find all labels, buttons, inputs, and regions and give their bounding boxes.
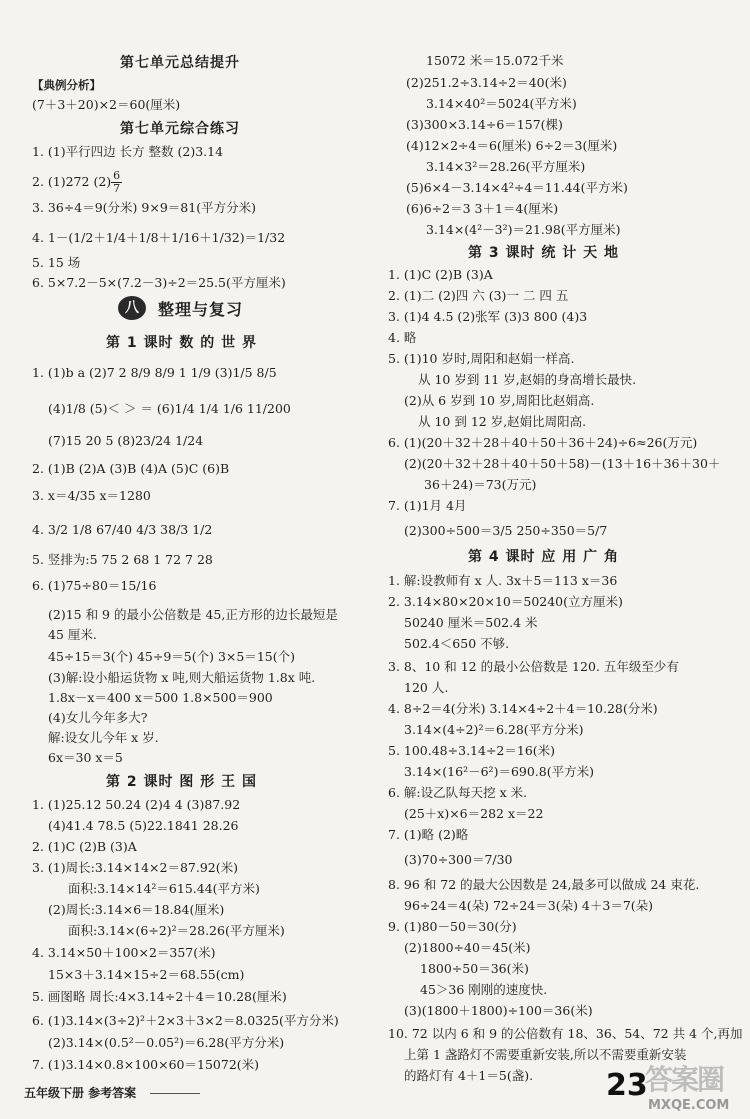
answer-line: 3.14×(4²－3²)＝21.98(平方厘米) [426, 222, 621, 237]
answer-line: 从 10 到 12 岁,赵娟比周阳高. [418, 414, 587, 429]
answer-line: 3. 36÷4＝9(分米) 9×9＝81(平方分米) [32, 200, 256, 215]
answer-line: 4. 3/2 1/8 67/40 4/3 38/3 1/2 [32, 522, 213, 537]
answer-line: 4. 8÷2＝4(分米) 3.14×4÷2＋4＝10.28(分米) [388, 701, 658, 716]
answer-line: (3)70÷300＝7/30 [404, 852, 513, 867]
answer-line: 5. (1)10 岁时,周阳和赵娟一样高. [388, 351, 575, 366]
answer-line: (2)(20＋32＋28＋40＋50＋58)－(13＋16＋36＋30＋ [404, 456, 721, 471]
answer-line: (5)6×4－3.14×4²÷4＝11.44(平方米) [406, 180, 628, 195]
answer-line: 3. (1)4 4.5 (2)张军 (3)3 800 (4)3 [388, 309, 588, 324]
answer-line: (3)解:设小船运货物 x 吨,则大船运货物 1.8x 吨. [48, 670, 316, 685]
answer-line: (2)251.2÷3.14÷2＝40(米) [406, 75, 567, 90]
answer-line: 3.14×40²＝5024(平方米) [426, 96, 577, 111]
answer-line: 7. (1)略 (2)略 [388, 827, 469, 842]
answer-line: 36＋24)＝73(万元) [424, 477, 537, 492]
answer-line: 7. (1)3.14×0.8×100×60＝15072(米) [32, 1057, 260, 1072]
answer-line: 6x＝30 x＝5 [48, 750, 123, 765]
answer-line: 6. (1)(20＋32＋28＋40＋50＋36＋24)÷6≈26(万元) [388, 435, 698, 450]
answer-line: 45 厘米. [48, 627, 97, 642]
answer-line: 1. (1)25.12 50.24 (2)4 4 (3)87.92 [32, 797, 241, 812]
answer-line: (2)1800÷40＝45(米) [404, 940, 531, 955]
example-label: 【典例分析】 [32, 78, 101, 92]
answer-line: 面积:3.14×(6÷2)²＝28.26(平方厘米) [68, 923, 285, 938]
answer-line: (4)12×2÷4＝6(厘米) 6÷2＝3(厘米) [406, 138, 618, 153]
footer-divider [150, 1093, 200, 1094]
answer-line: (3)(1800＋1800)÷100＝36(米) [404, 1003, 593, 1018]
unit7-summary-heading: 第七单元总结提升 [120, 55, 240, 71]
answer-line: 5. 画图略 周长:4×3.14÷2＋4＝10.28(厘米) [32, 989, 287, 1004]
answer-line: 上第 1 盏路灯不需要重新安装,所以不需要重新安装 [404, 1047, 687, 1062]
answer-line: 2. (1)B (2)A (3)B (4)A (5)C (6)B [32, 461, 230, 476]
answer-line: (2)周长:3.14×6＝18.84(厘米) [48, 902, 225, 917]
answer-line: 15072 米＝15.072千米 [426, 53, 564, 68]
answer-line: 3.14×3²＝28.26(平方厘米) [426, 159, 586, 174]
answer-line: 5. 100.48÷3.14÷2＝16(米) [388, 743, 556, 758]
answer-line: (6)6÷2＝3 3＋1＝4(厘米) [406, 201, 559, 216]
answer-line: 3. 8、10 和 12 的最小公倍数是 120. 五年级至少有 [388, 659, 679, 674]
answer-line: 4. 3.14×50＋100×2＝357(米) [32, 945, 216, 960]
answer-line: (2)15 和 9 的最小公倍数是 45,正方形的边长最短是 [48, 607, 338, 622]
example-line: (7＋3＋20)×2＝60(厘米) [32, 97, 181, 112]
answer-line: 120 人. [404, 680, 449, 695]
answer-line: 5. 15 场 [32, 255, 81, 270]
answer-line: 8. 96 和 72 的最大公因数是 24,最多可以做成 24 束花. [388, 877, 700, 892]
answer-line: 9. (1)80－50＝30(分) [388, 919, 517, 934]
answer-line: 45÷15＝3(个) 45÷9＝5(个) 3×5＝15(个) [48, 649, 296, 664]
answer-line: 3. (1)周长:3.14×14×2＝87.92(米) [32, 860, 238, 875]
answer-line: 5. 竖排为:5 75 2 68 1 72 7 28 [32, 552, 213, 567]
answer-line: (4)女儿今年多大? [48, 710, 148, 725]
answer-line: 7. (1)1月 4月 [388, 498, 467, 513]
answer-line: (3)300×3.14÷6＝157(棵) [406, 117, 563, 132]
answer-line: 1. (1)C (2)B (3)A [388, 267, 493, 282]
answer-line: 的路灯有 4＋1＝5(盏). [404, 1068, 534, 1083]
answer-line: 96÷24＝4(朵) 72÷24＝3(朵) 4＋3＝7(朵) [404, 898, 654, 913]
answer-line: 3.14×(4÷2)²＝6.28(平方分米) [404, 722, 584, 737]
answer-line: 2. 3.14×80×20×10＝50240(立方厘米) [388, 594, 623, 609]
lesson1-heading: 第 1 课时 数 的 世 界 [106, 335, 257, 351]
answer-line: 4. 略 [388, 330, 417, 345]
answer-line: 3.14×(16²－6²)＝690.8(平方米) [404, 764, 594, 779]
answer-line: 15×3＋3.14×15÷2＝68.55(cm) [48, 967, 245, 982]
answer-line: (2)3.14×(0.5²－0.05²)＝6.28(平方分米) [48, 1035, 285, 1050]
answer-text: 2. (1)272 (2) [32, 174, 112, 189]
watermark-logo: 答案圈 [645, 1063, 724, 1096]
answer-line: (2)300÷500＝3/5 250÷350＝5/7 [404, 523, 608, 538]
answer-line: 6. (1)3.14×(3÷2)²＋2×3＋3×2＝8.0325(平方分米) [32, 1013, 339, 1028]
answer-line: 2. (1)C (2)B (3)A [32, 839, 137, 854]
answer-line: 4. 1－(1/2＋1/4＋1/8＋1/16＋1/32)＝1/32 [32, 230, 286, 245]
answer-line: (7)15 20 5 (8)23/24 1/24 [48, 433, 204, 448]
answer-line: 45＞36 刚刚的速度快. [420, 982, 548, 997]
answer-line [32, 170, 122, 195]
unit7-practice-heading: 第七单元综合练习 [120, 121, 240, 137]
answer-line: 6. (1)75÷80＝15/16 [32, 578, 157, 593]
answer-line: (2)从 6 岁到 10 岁,周阳比赵娟高. [404, 393, 595, 408]
answer-line: 1800÷50＝36(米) [420, 961, 529, 976]
page-number: 23 [606, 1068, 648, 1103]
answer-line: 解:设女儿今年 x 岁. [48, 730, 159, 745]
answer-line: (4)1/8 (5)＜ ＞ ＝ (6)1/4 1/4 1/6 11/200 [48, 401, 291, 416]
answer-line: 1.8x－x＝400 x＝500 1.8×500＝900 [48, 690, 273, 705]
unit8-title: 整理与复习 [158, 300, 244, 319]
fraction: $\frac{6}{7}$ [113, 169, 121, 195]
answer-line: (4)41.4 78.5 (5)22.1841 28.26 [48, 818, 239, 833]
answer-line: 50240 厘米＝502.4 米 [404, 615, 538, 630]
answer-line: 1. 解:设教师有 x 人. 3x＋5＝113 x＝36 [388, 573, 618, 588]
answer-line: 502.4＜650 不够. [404, 636, 510, 651]
answer-line: 1. (1)b a (2)7 2 8/9 8/9 1 1/9 (3)1/5 8/5 [32, 365, 277, 380]
answer-line: 从 10 岁到 11 岁,赵娟的身高增长最快. [418, 372, 637, 387]
lesson3-heading: 第 3 课时 统 计 天 地 [468, 245, 619, 261]
watermark-url: MXQE.COM [648, 1098, 730, 1113]
answer-line: 6. 解:设乙队每天挖 x 米. [388, 785, 528, 800]
lesson2-heading: 第 2 课时 图 形 王 国 [106, 774, 257, 790]
answer-line: 10. 72 以内 6 和 9 的公倍数有 18、36、54、72 共 4 个,再加 [388, 1026, 743, 1041]
lesson4-heading: 第 4 课时 应 用 广 角 [468, 549, 619, 565]
answer-line: 1. (1)平行四边 长方 整数 (2)3.14 [32, 144, 224, 159]
answer-line: 3. x＝4/35 x＝1280 [32, 488, 151, 503]
answer-line: 面积:3.14×14²＝615.44(平方米) [68, 881, 260, 896]
footer-label: 五年级下册 参考答案 [24, 1086, 137, 1100]
unit8-badge: 八 [118, 296, 146, 320]
answer-line: (25＋x)×6＝282 x＝22 [404, 806, 544, 821]
answer-line: 6. 5×7.2－5×(7.2－3)÷2＝25.5(平方厘米) [32, 275, 286, 290]
answer-line: 2. (1)二 (2)四 六 (3)一 二 四 五 [388, 288, 569, 303]
